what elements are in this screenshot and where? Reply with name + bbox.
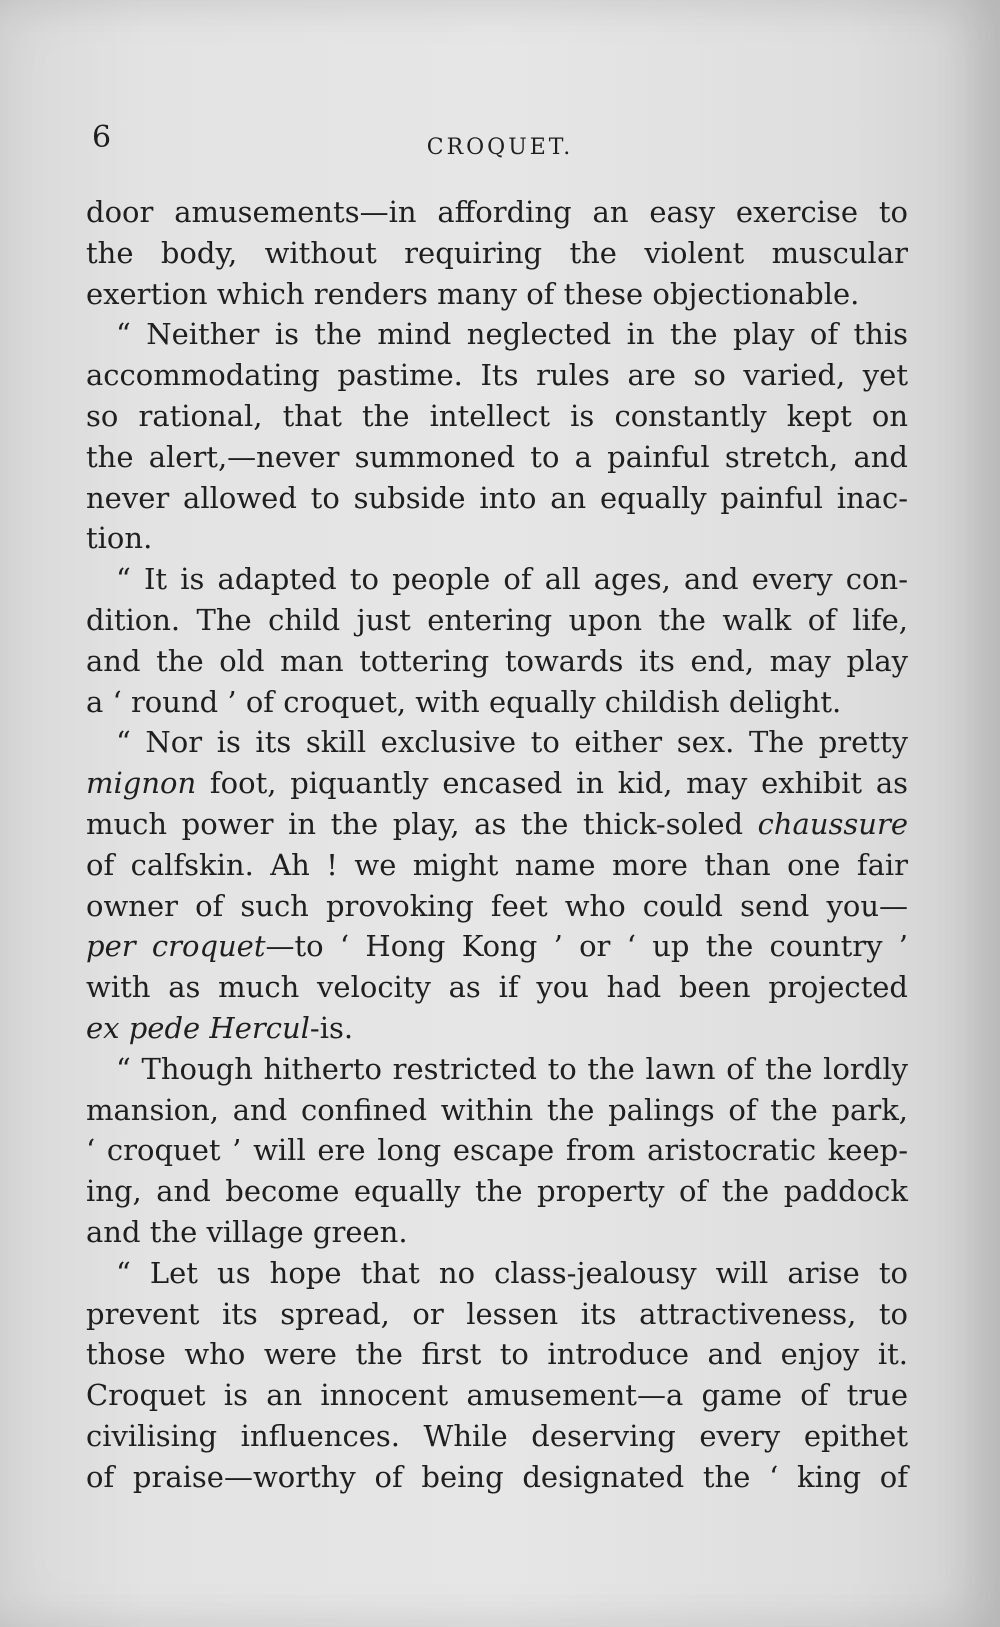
- body-text: [86, 192, 908, 1498]
- text-line: the body, without requiring the violent muscular: [86, 235, 908, 270]
- text-line: [86, 1008, 908, 1049]
- text-line: of praise—worthy of being designated the ‘ king of: [86, 1459, 908, 1494]
- text-line: and the village green.: [86, 1214, 408, 1249]
- text-line: dition. The child just entering upon the walk of life,: [86, 602, 908, 637]
- text-line: mansion, and confined within the palings of the park,: [86, 1092, 908, 1127]
- text-line: Croquet is an innocent amusement—a game of true: [86, 1378, 908, 1413]
- italic-text: per croquet: [86, 929, 266, 964]
- text-line: a ‘ round ’ of croquet, with equally childish delight.: [86, 684, 842, 719]
- text-line: tion.: [86, 521, 153, 556]
- text-line: “ Nor is its skill exclusive to either sex. The pretty: [116, 725, 908, 760]
- text-line: [86, 804, 908, 845]
- text-line: the alert,—never summoned to a painful stretch, and: [86, 439, 908, 474]
- italic-text: ex pede Hercul: [86, 1010, 310, 1045]
- line-rest: —to ‘ Hong Kong ’ or ‘ up the country ’: [265, 929, 908, 964]
- text-line: of calfskin. Ah ! we might name more than one fair: [86, 847, 908, 882]
- text-line: civilising influences. While deserving every epithet: [86, 1418, 908, 1453]
- italic-text: chaussure: [757, 806, 908, 841]
- text-line: “ Though hitherto restricted to the lawn of the lordly: [116, 1051, 908, 1086]
- text-line: with as much velocity as if you had been projected: [86, 970, 908, 1005]
- text-line: accommodating pastime. Its rules are so varied, yet: [86, 358, 908, 393]
- text-line: so rational, that the intellect is constantly kept on: [86, 398, 908, 433]
- text-line: owner of such provoking feet who could send you—: [86, 888, 908, 923]
- text-line: exertion which renders many of these objectionable.: [86, 276, 860, 311]
- line-start: much power in the play, as the thick-soled: [86, 806, 758, 841]
- text-line: prevent its spread, or lessen its attractiveness, to: [86, 1296, 908, 1331]
- line-rest: foot, piquantly encased in kid, may exhibit as: [196, 766, 908, 801]
- italic-text: mignon: [86, 766, 197, 801]
- text-line: “ It is adapted to people of all ages, and every con-: [116, 562, 908, 597]
- text-line: those who were the first to introduce and enjoy it.: [86, 1337, 908, 1372]
- text-line: [86, 763, 908, 804]
- text-line: [86, 926, 908, 967]
- text-line: never allowed to subside into an equally painful inac-: [86, 480, 908, 515]
- running-head: CROQUET.: [426, 135, 574, 160]
- text-line: door amusements—in affording an easy exercise to: [86, 195, 908, 229]
- text-line: “ Let us hope that no class-jealousy will arise to: [116, 1255, 908, 1290]
- text-line: and the old man tottering towards its end, may play: [86, 643, 908, 678]
- text-line: “ Neither is the mind neglected in the play of this: [116, 317, 908, 352]
- page-number: 6: [92, 120, 112, 155]
- text-line: ing, and become equally the property of the paddock: [86, 1174, 908, 1209]
- text-line: ‘ croquet ’ will ere long escape from aristocratic keep-: [86, 1133, 908, 1168]
- line-rest: -is.: [309, 1010, 354, 1045]
